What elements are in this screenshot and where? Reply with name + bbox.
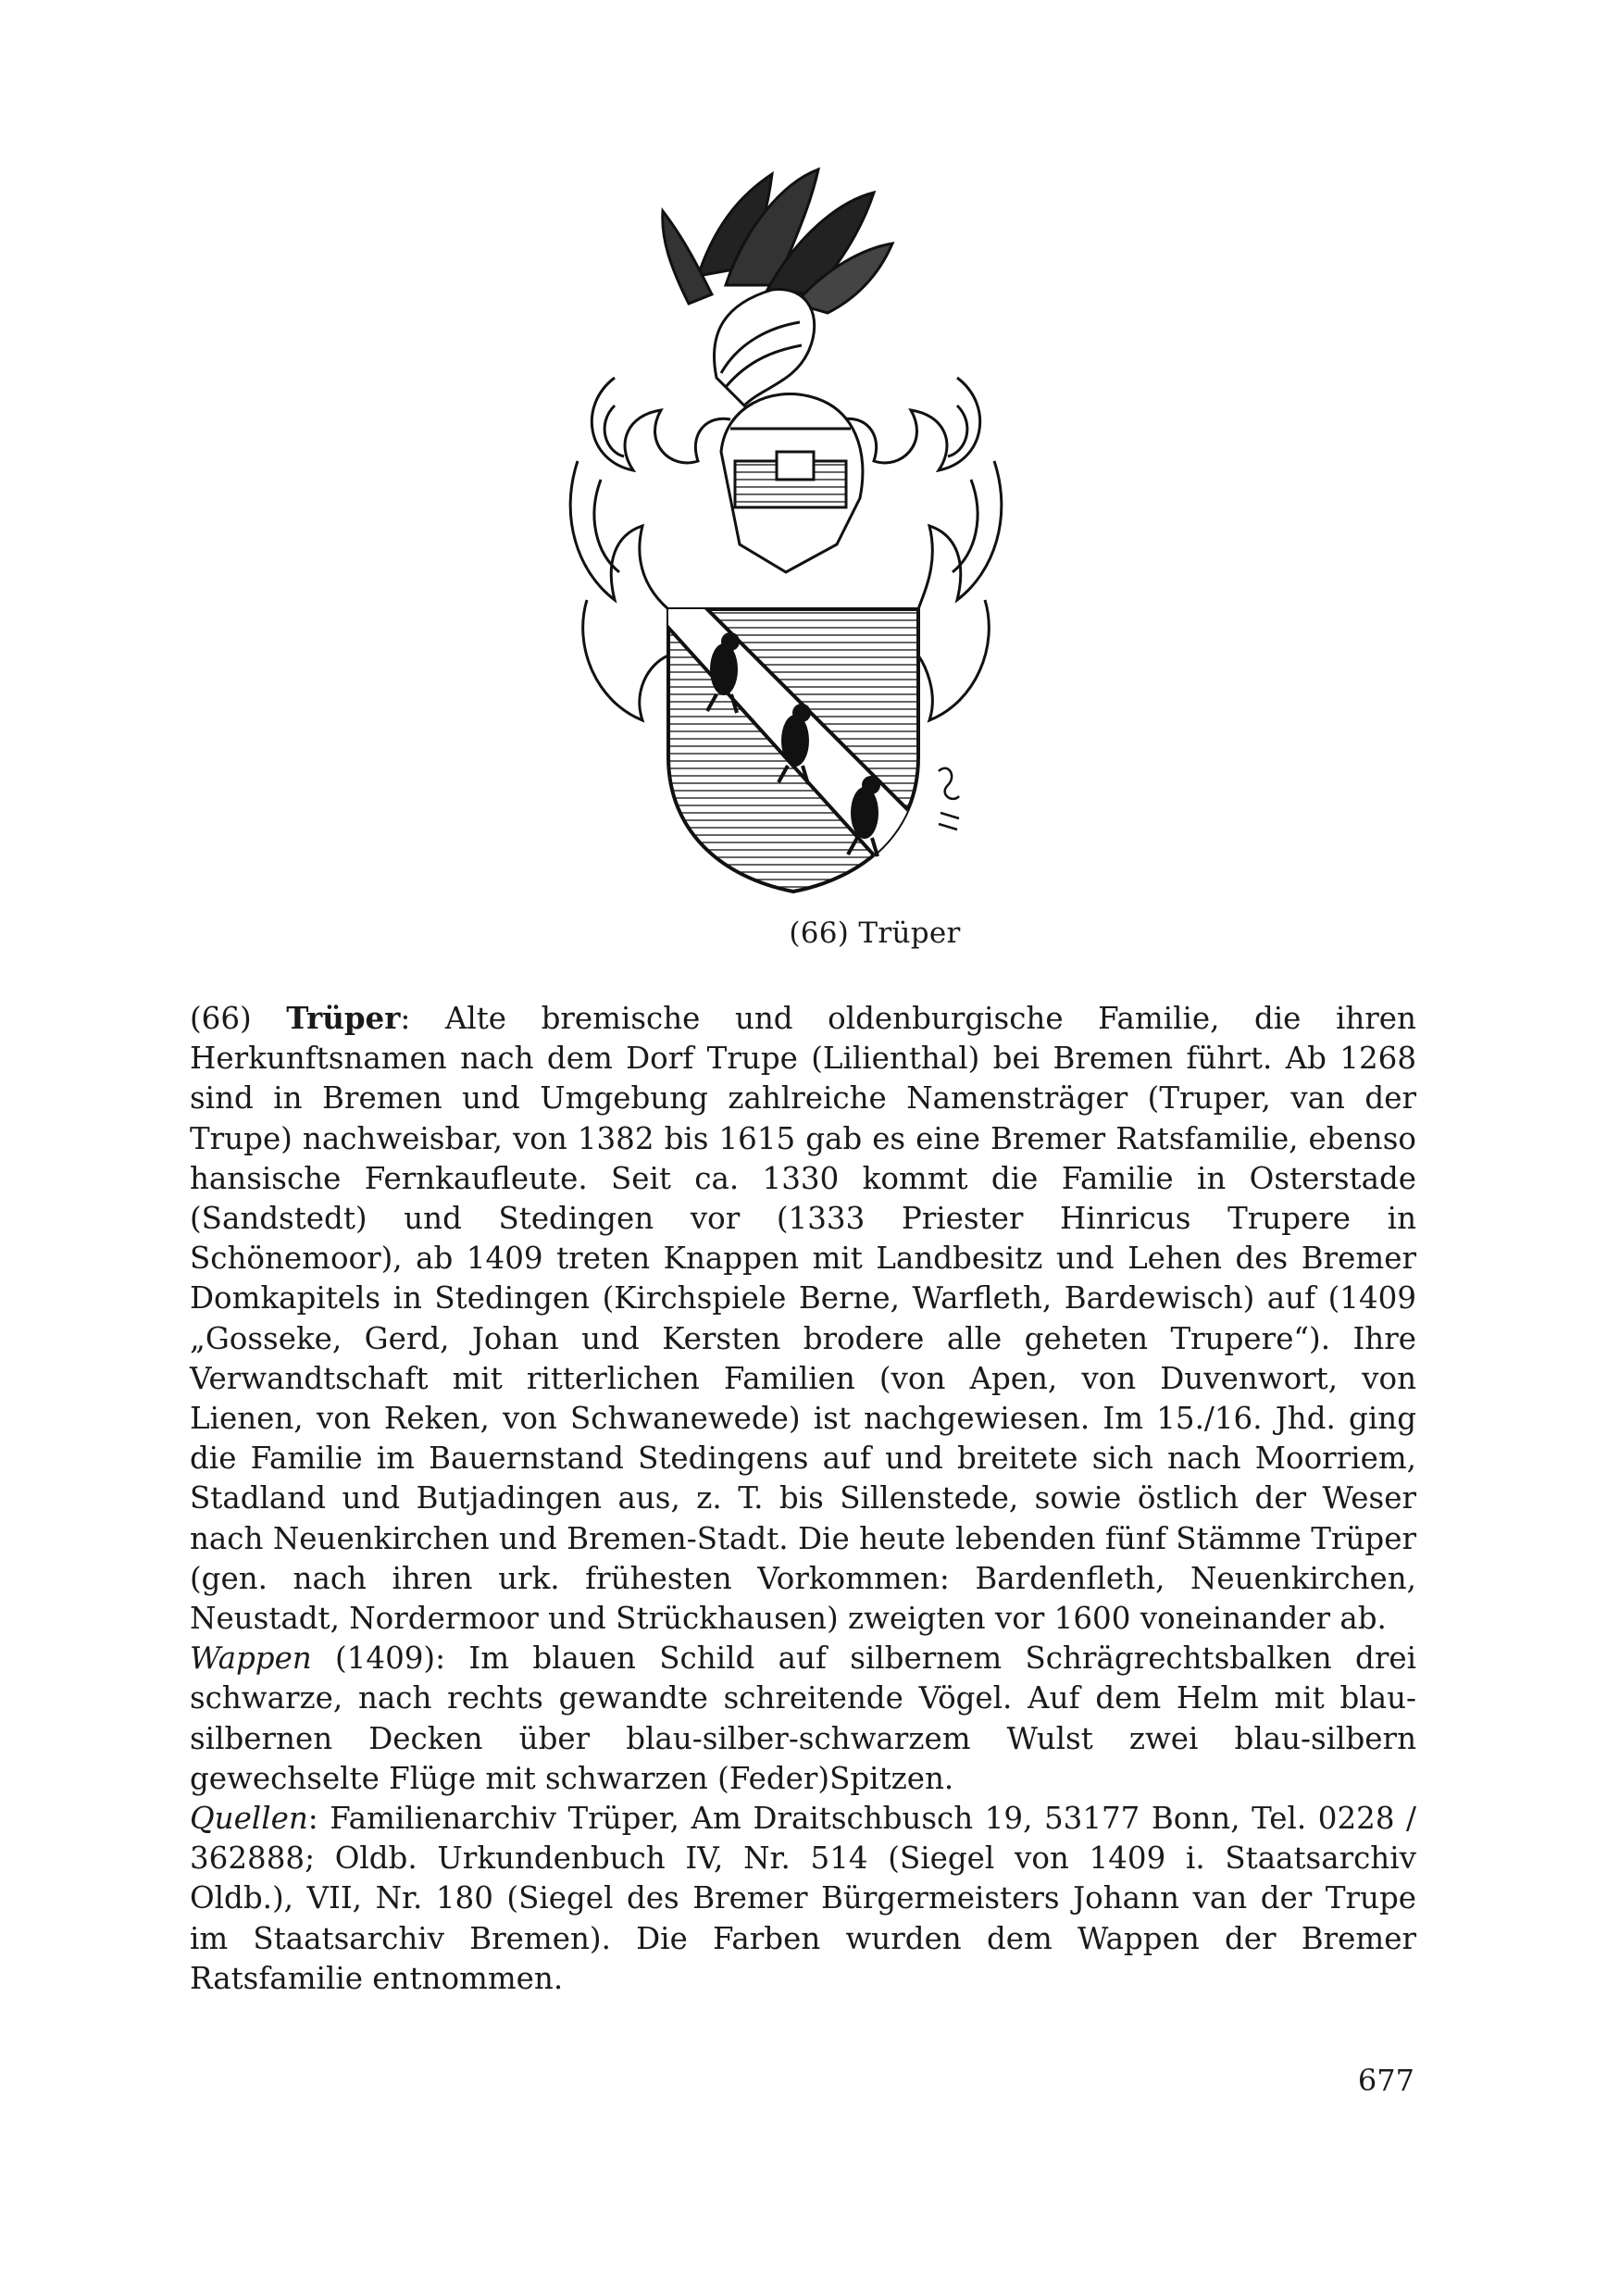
- entry-number: (66): [190, 1001, 252, 1036]
- coat-of-arms-illustration: [559, 165, 1013, 905]
- caption-text: (66) Trüper: [789, 917, 961, 950]
- quellen-label: Quellen: [190, 1801, 308, 1837]
- feather-crest-icon: [663, 169, 892, 406]
- entry-text: : Alte bremische und oldenburgische Familie, die ihren Herkunftsnamen nach dem Dorf Trupe (Lilienthal) bei Bremen führt. Ab 1268 sind in Bremen und Umgebung zahlreiche Namensträger (Truper, van der Trupe) nachweisbar, von 1382 bis 1615 gab es eine Bremer Ratsfamilie, ebenso hansische Fernkaufleute. Seit ca. 1330 kommt die Familie in Osterstade (Sandstedt) und Stedingen vor (1333 Priester Hinricus Trupere in Schönemoor), ab 1409 treten Knappen mit Landbesitz und Lehen des Bremer Domkapitels in Stedingen (Kirchspiele Berne, Warfleth, Bardewisch) auf (1409 „Gosseke, Gerd, Johan und Kersten brodere alle geheten Trupere“). Ihre Verwandtschaft mit ritterlichen Familien (von Apen, von Duvenwort, von Lienen, von Reken, von Schwanewede) ist nachgewiesen. Im 15./16. Jhd. ging die Familie im Bauernstand Stedingens auf und breitete sich nach Moorriem, Stadland und Butjadingen aus, z. T. bis Sillenstede, sowie östlich der Weser nach Neuenkirchen und Bremen-Stadt. Die heute lebenden fünf Stämme Trüper (gen. nach ihren urk. frühesten Vorkommen: Bardenfleth, Neuenkirchen, Neustadt, Nordermoor und Strückhausen) zweigten vor 1600 voneinander ab.: [190, 1001, 1416, 1637]
- entry-body: [190, 998, 1416, 1999]
- wappen-label: Wappen: [190, 1641, 312, 1677]
- quellen-text: : Familienarchiv Trüper, Am Draitschbusch 19, 53177 Bonn, Tel. 0228 / 362888; Oldb. Urkundenbuch IV, Nr. 514 (Siegel von 1409 i. Staatsarchiv Oldb.), VII, Nr. 180 (Siegel des Bremer Bürgermeisters Johann van der Trupe im Staatsarchiv Bremen). Die Farben wurden dem Wappen der Bremer Ratsfamilie entnommen.: [190, 1801, 1416, 1996]
- quellen-paragraph: [190, 1799, 1416, 1999]
- artist-signature-icon: [939, 768, 959, 830]
- helmet-icon: [721, 394, 863, 573]
- wappen-paragraph: [190, 1639, 1416, 1799]
- entry-name: Trüper: [286, 1000, 401, 1036]
- wappen-text: (1409): Im blauen Schild auf silbernem Schrägrechtsbalken drei schwarze, nach rechts gewandte schreitende Vögel. Auf dem Helm mit blau-silbernen Decken über blau-silber-schwarzem Wulst zwei blau-silbern gewechselte Flüge mit schwarzen (Feder)Spitzen.: [190, 1641, 1416, 1796]
- page-number: 677: [1357, 2063, 1414, 2098]
- entry-paragraph: [190, 998, 1416, 1639]
- figure-caption: [0, 917, 1607, 950]
